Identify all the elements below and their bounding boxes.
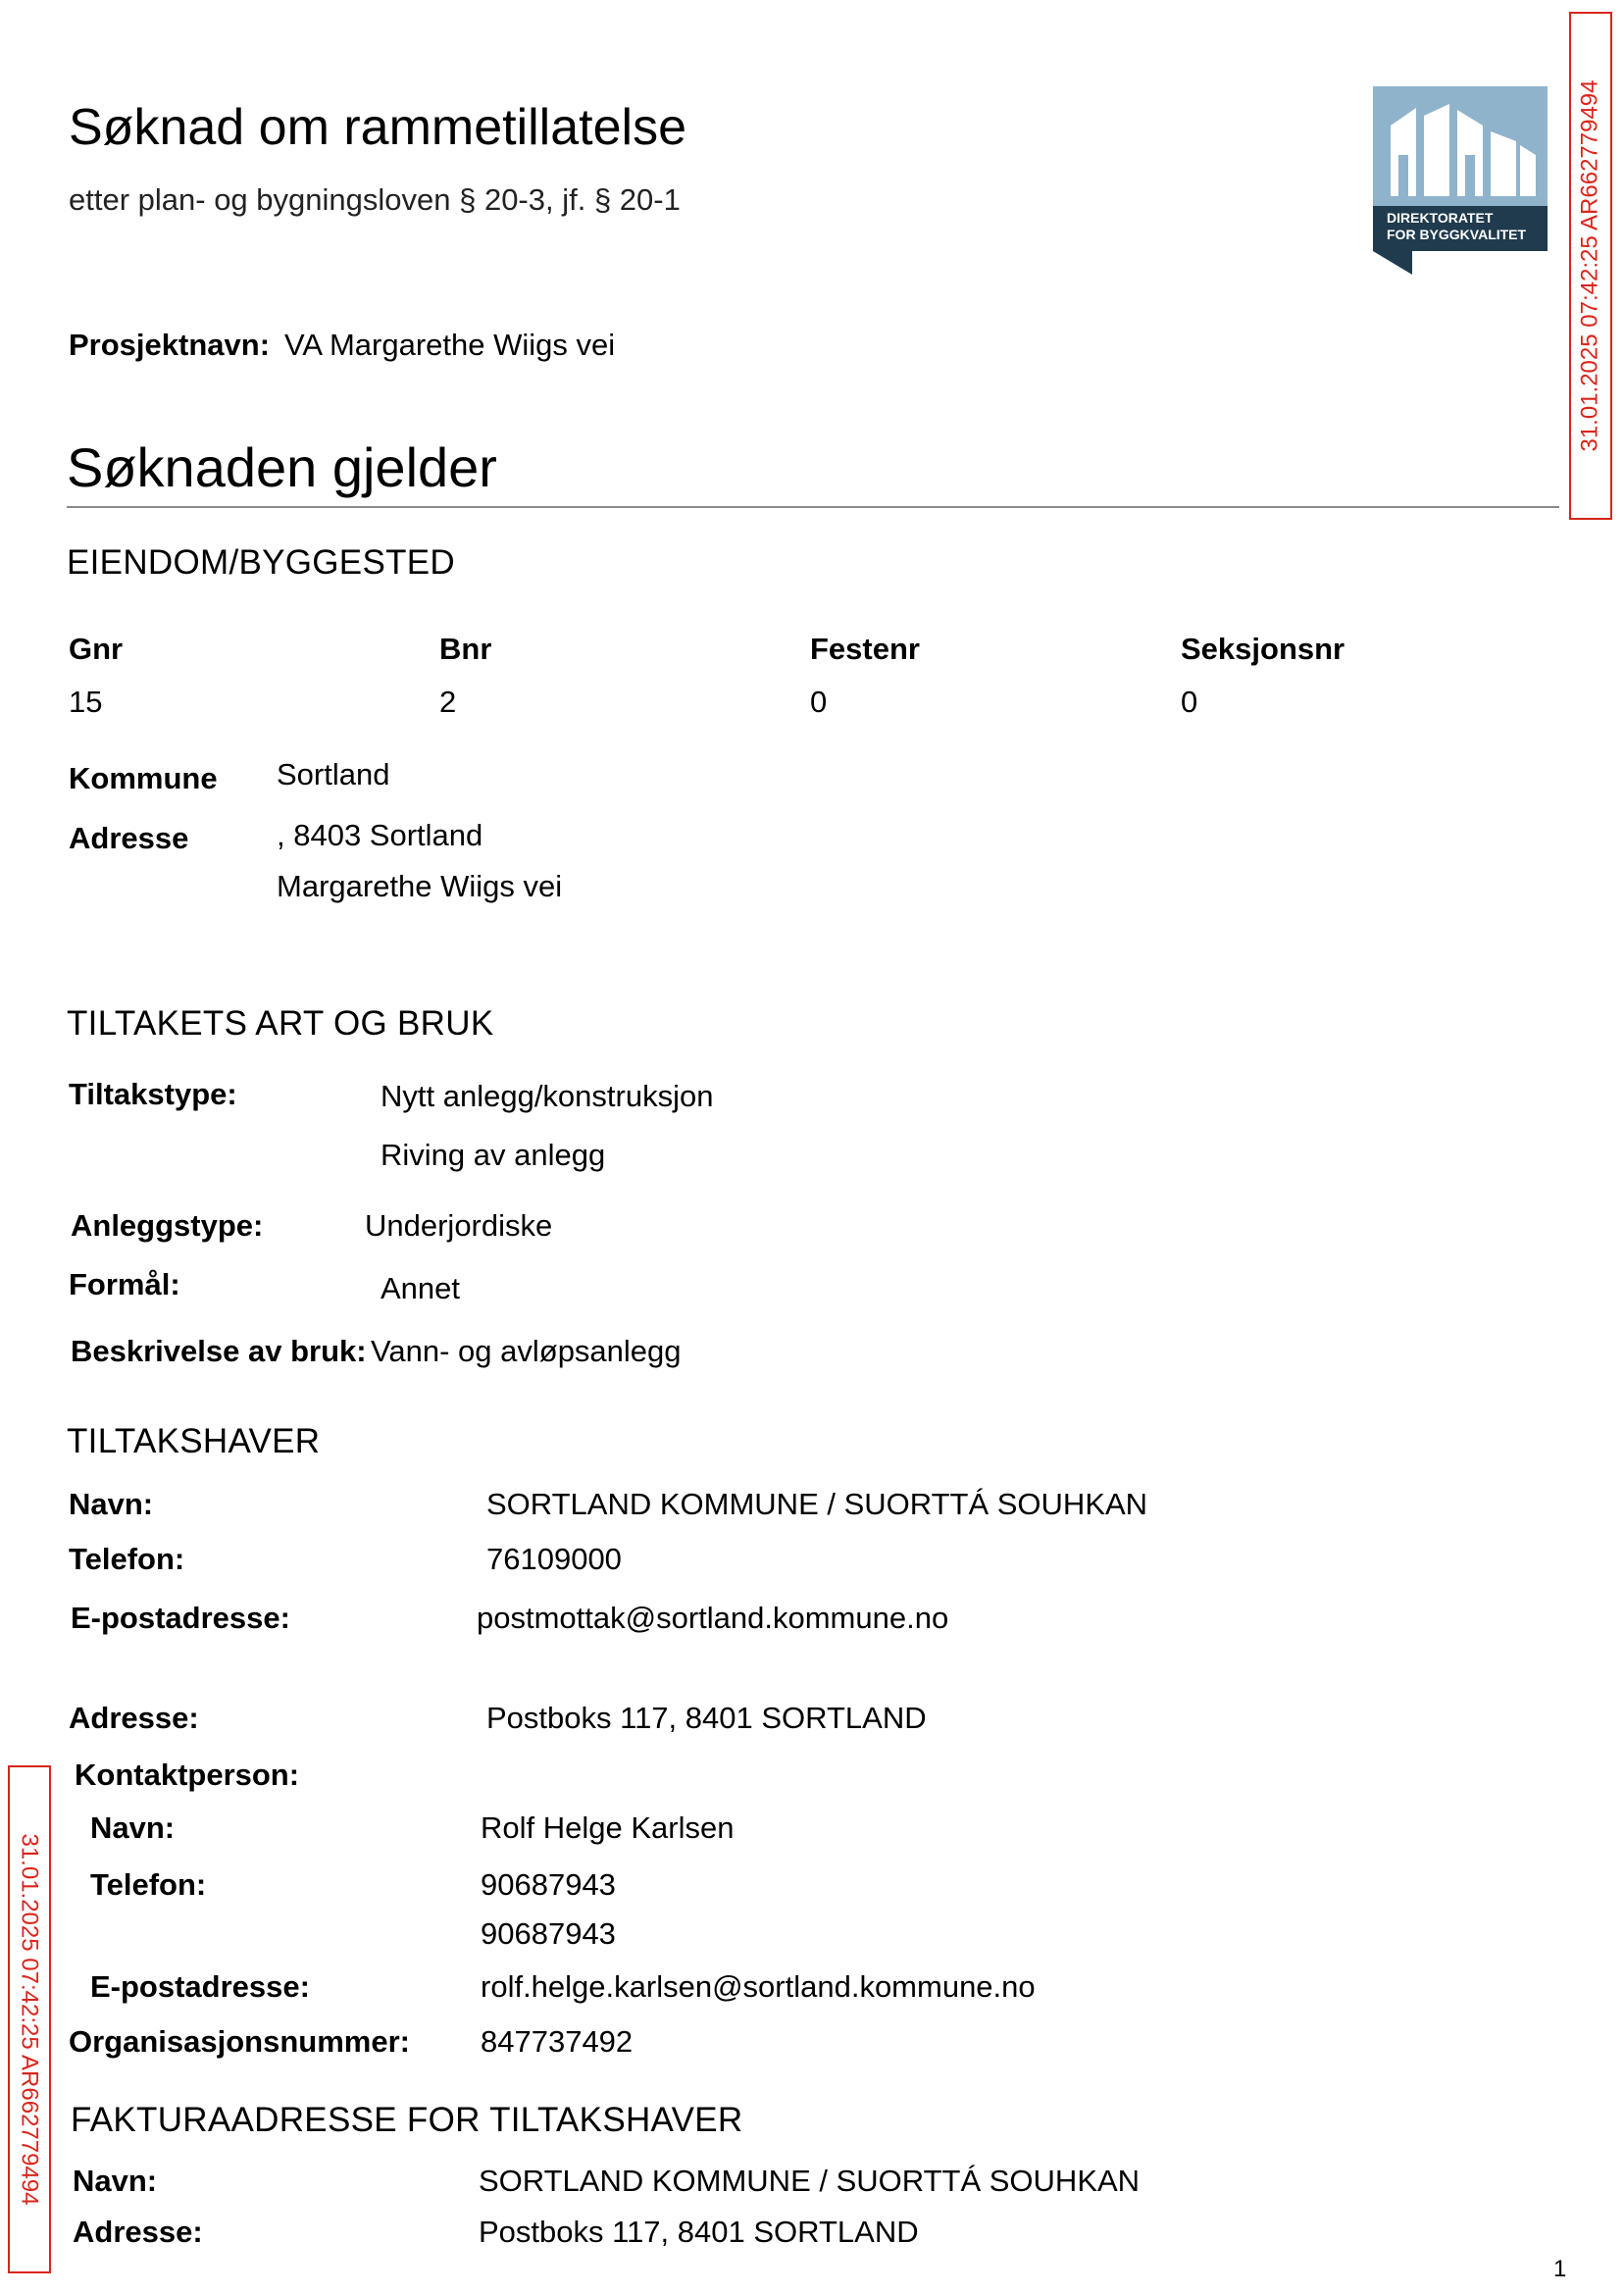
usage-label: Beskrivelse av bruk:: [71, 1334, 367, 1368]
owner-phone-value: 76109000: [486, 1542, 622, 1576]
building-logo-icon: [1373, 86, 1548, 275]
heading-divider: [67, 506, 1559, 508]
contact-phone-1: 90687943: [481, 1867, 616, 1902]
applies-heading: Søknaden gjelder: [67, 436, 497, 498]
contact-name-value: Rolf Helge Karlsen: [481, 1810, 735, 1845]
timestamp-stamp-bottom: [8, 1765, 51, 2273]
measure-type-1: Nytt anlegg/konstruksjon: [381, 1079, 714, 1113]
document-title: Søknad om rammetillatelse: [69, 99, 686, 156]
invoice-name-label: Navn:: [73, 2164, 158, 2198]
contact-email-value: rolf.helge.karlsen@sortland.kommune.no: [481, 1969, 1036, 2004]
municipality-value: Sortland: [277, 757, 390, 791]
stamp-text: 31.01.2025 07:42:25 AR662779494: [1577, 79, 1603, 452]
document-subtitle: etter plan- og bygningsloven § 20-3, jf. § 20-1: [69, 182, 681, 217]
project-label: Prosjektnavn:: [69, 328, 271, 362]
owner-email-label: E-postadresse:: [71, 1601, 290, 1635]
owner-email-value: postmottak@sortland.kommune.no: [477, 1601, 949, 1635]
contact-person-label: Kontaktperson:: [75, 1758, 300, 1792]
owner-name-label: Navn:: [69, 1487, 154, 1521]
address-label: Adresse: [69, 821, 189, 855]
val-bnr: 2: [439, 685, 457, 719]
usage-value: Vann- og avløpsanlegg: [371, 1334, 682, 1368]
page-number: 1: [1553, 2256, 1567, 2282]
contact-email-label: E-postadresse:: [90, 1969, 310, 2004]
val-gnr: 15: [69, 685, 103, 719]
val-seksjonsnr: 0: [1181, 685, 1198, 719]
purpose-value: Annet: [381, 1271, 461, 1305]
val-festenr: 0: [810, 685, 828, 719]
facility-label: Anleggstype:: [71, 1208, 264, 1243]
org-number-value: 847737492: [481, 2024, 634, 2059]
owner-address-label: Adresse:: [69, 1701, 199, 1735]
timestamp-stamp-top: [1569, 12, 1612, 520]
col-festenr: Festenr: [810, 632, 920, 666]
purpose-label: Formål:: [69, 1267, 180, 1301]
logo-line-2: FOR BYGGKVALITET: [1387, 227, 1527, 242]
contact-phone-label: Telefon:: [90, 1867, 207, 1902]
measure-type-2: Riving av anlegg: [381, 1138, 606, 1172]
invoice-heading: FAKTURAADRESSE FOR TILTAKSHAVER: [71, 2101, 743, 2139]
invoice-address-value: Postboks 117, 8401 SORTLAND: [479, 2215, 919, 2249]
col-gnr: Gnr: [69, 632, 124, 666]
project-value: VA Margarethe Wiigs vei: [284, 328, 616, 362]
invoice-address-label: Adresse:: [73, 2215, 203, 2249]
owner-address-value: Postboks 117, 8401 SORTLAND: [486, 1701, 927, 1735]
owner-heading: TILTAKSHAVER: [67, 1422, 321, 1460]
address-line-2: Margarethe Wiigs vei: [277, 869, 563, 903]
measure-type-label: Tiltakstype:: [69, 1077, 237, 1111]
measure-heading: TILTAKETS ART OG BRUK: [67, 1004, 494, 1043]
invoice-name-value: SORTLAND KOMMUNE / SUORTTÁ SOUHKAN: [479, 2164, 1141, 2198]
stamp-text: 31.01.2025 07:42:25 AR662779494: [17, 1833, 43, 2206]
municipality-label: Kommune: [69, 761, 218, 795]
facility-value: Underjordiske: [365, 1208, 553, 1243]
owner-name-value: SORTLAND KOMMUNE / SUORTTÁ SOUHKAN: [486, 1487, 1148, 1521]
col-bnr: Bnr: [439, 632, 492, 666]
org-number-label: Organisasjonsnummer:: [69, 2024, 410, 2059]
logo-line-1: DIREKTORATET: [1387, 210, 1494, 226]
property-heading: EIENDOM/BYGGESTED: [67, 543, 455, 582]
contact-name-label: Navn:: [90, 1810, 176, 1845]
contact-phone-2: 90687943: [481, 1916, 616, 1951]
dibk-logo: [1373, 86, 1548, 275]
owner-phone-label: Telefon:: [69, 1542, 185, 1576]
address-line-1: , 8403 Sortland: [277, 818, 483, 852]
col-seksjonsnr: Seksjonsnr: [1181, 632, 1345, 666]
